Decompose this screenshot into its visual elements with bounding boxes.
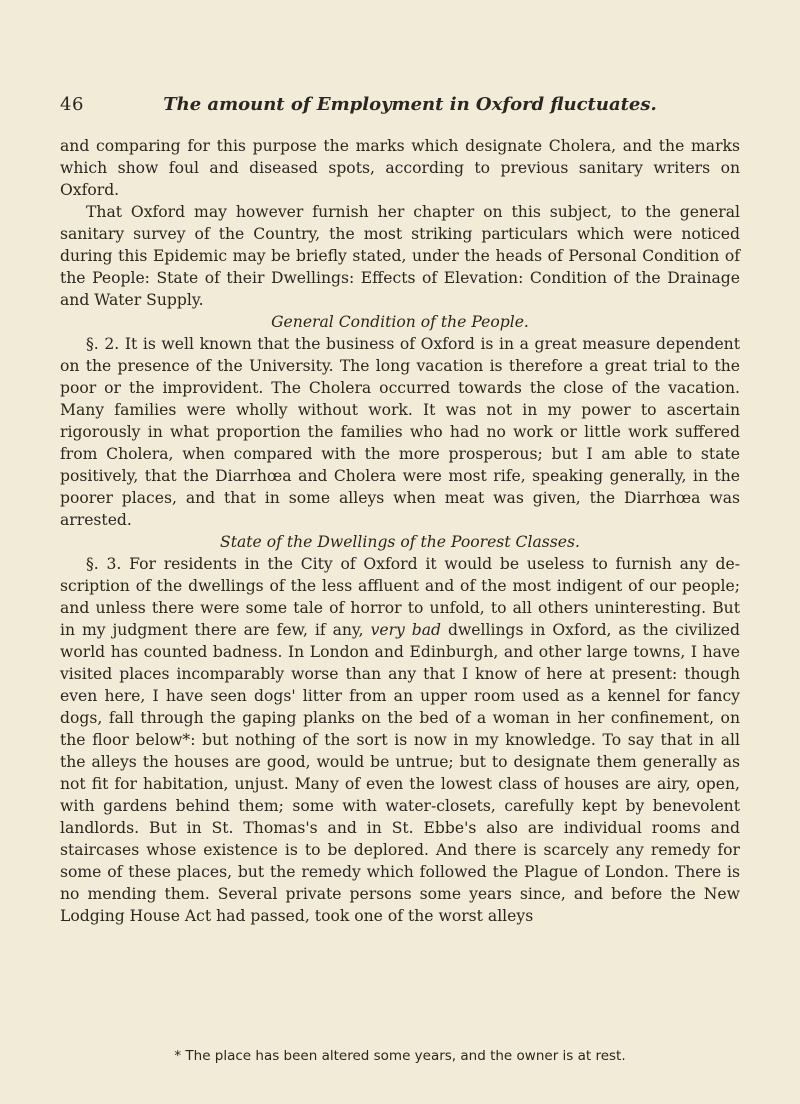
page-header (60, 94, 740, 124)
paragraph-text: dwellings in Oxford, as the civilized world has counted badness. In London and Edinburgh, and other large towns, I have visited places incomparably worse than any that I know of here at present: though even here, I have seen dogs' litter from an upper room used as a kennel for fancy dogs, fall through the gaping planks on the bed of a woman in her confinement, on the floor below*: but nothing of the sort is now in my knowledge. To say that in all the alleys the houses are good, would be untrue; but to designate them generally as not fit for habitation, unjust. Many of even the lowest class of houses are airy, open, with gardens behind them; some with water-closets, carefully kept by benevolent landlords. But in St. Thomas's and in St. Ebbe's also are individual rooms and staircases whose existence is to be deplored. And there is scarcely any remedy for some of these places, but the remedy which followed the Plague of London. There is no mending them. Several private persons some years since, and before the New Lodging House Act had passed, took one of the worst alleys (60, 621, 740, 925)
paragraph-text: §. 3. For residents in the City of Oxford it would be useless to furnish any description of the dwellings of the less affluent and of the most indigent of our people; and unless there were some tale of horror to unfold, to all others uninteresting. But in my judgment there are few, if any, (60, 555, 740, 639)
paragraph (60, 553, 740, 927)
paragraph: §. 2. It is well known that the business of Oxford is in a great measure dependent on the presence of the University. The long vacation is therefore a great trial to the poor or the improvident. The Cholera occurred towards the close of the vacation. Many families were wholly without work. It was not in my power to ascertain rigorously in what proportion the families who had no work or little work suffered from Cholera, when compared with the more prosperous; but I am able to state positively, that the Diarrhœa and Cholera were most rife, speaking generally, in the poorer places, and that in some alleys when meat was given, the Diarrhœa was arrested. (60, 335, 740, 529)
page-number: 46 (60, 94, 84, 115)
paragraph: and comparing for this purpose the marks which designate Cholera, and the marks which show foul and diseased spots, according to previous sanitary writers on Oxford. (60, 137, 740, 199)
running-title: The amount of Employment in Oxford fluctuates. (163, 94, 657, 115)
body-text (60, 135, 740, 927)
section-heading: General Condition of the People. (271, 313, 529, 331)
footnote: * The place has been altered some years, and the owner is at rest. (174, 1048, 626, 1064)
section-heading: State of the Dwellings of the Poorest Classes. (220, 533, 580, 551)
emphasized-text: very bad (370, 621, 442, 639)
paragraph: That Oxford may however furnish her chapter on this subject, to the general sanitary survey of the Country, the most striking particulars which were noticed during this Epidemic may be briefly stated, under the heads of Personal Condition of the People: State of their Dwellings: Effects of Elevation: Condition of the Drainage and Water Supply. (60, 203, 740, 309)
